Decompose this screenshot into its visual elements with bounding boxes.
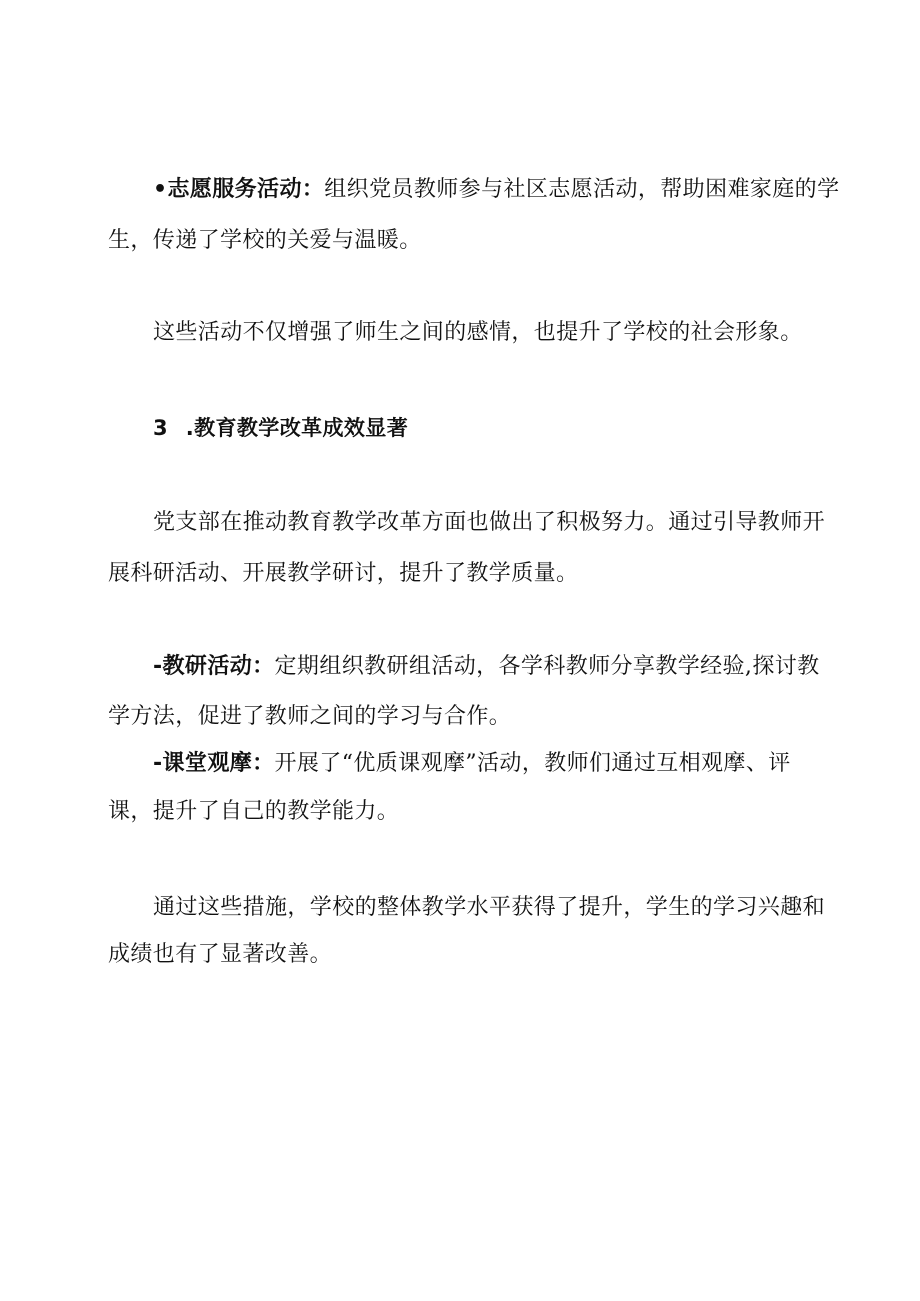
research-text-line1: 定期组织教研组活动，各学科教师分享教学经验,探讨教	[274, 654, 820, 679]
reform-paragraph-line1: 党支部在推动教育教学改革方面也做出了积极努力。通过引导教师开	[153, 510, 826, 535]
volunteer-text-line2: 生，传递了学校的关爱与温暖。	[108, 228, 422, 253]
volunteer-text-line1: 组织党员教师参与社区志愿活动，帮助困难家庭的学	[324, 177, 840, 202]
conclusion-paragraph-line2: 成绩也有了显著改善。	[108, 942, 333, 967]
section-title: .教育教学改革成效显著	[185, 416, 409, 440]
summary-paragraph: 这些活动不仅增强了师生之间的感情，也提升了学校的社会形象。	[153, 320, 803, 345]
volunteer-paragraph-line1	[153, 175, 839, 205]
observation-text-line2: 课，提升了自己的教学能力。	[108, 799, 400, 824]
observation-label: -课堂观摩：	[153, 751, 275, 776]
section-number: 3	[153, 416, 169, 440]
observation-item-line1	[153, 749, 791, 779]
research-label: -教研活动：	[153, 654, 275, 679]
observation-text-line1: 开展了“优质课观摩”活动，教师们通过互相观摩、评	[274, 751, 791, 776]
volunteer-label: •志愿服务活动：	[153, 177, 325, 202]
conclusion-paragraph-line1: 通过这些措施，学校的整体教学水平获得了提升，学生的学习兴趣和	[153, 895, 826, 920]
research-item-line1	[153, 652, 820, 682]
section-heading	[153, 413, 408, 443]
reform-paragraph-line2: 展科研活动、开展教学研讨，提升了教学质量。	[108, 561, 579, 586]
research-text-line2: 学方法，促进了教师之间的学习与合作。	[108, 704, 512, 729]
